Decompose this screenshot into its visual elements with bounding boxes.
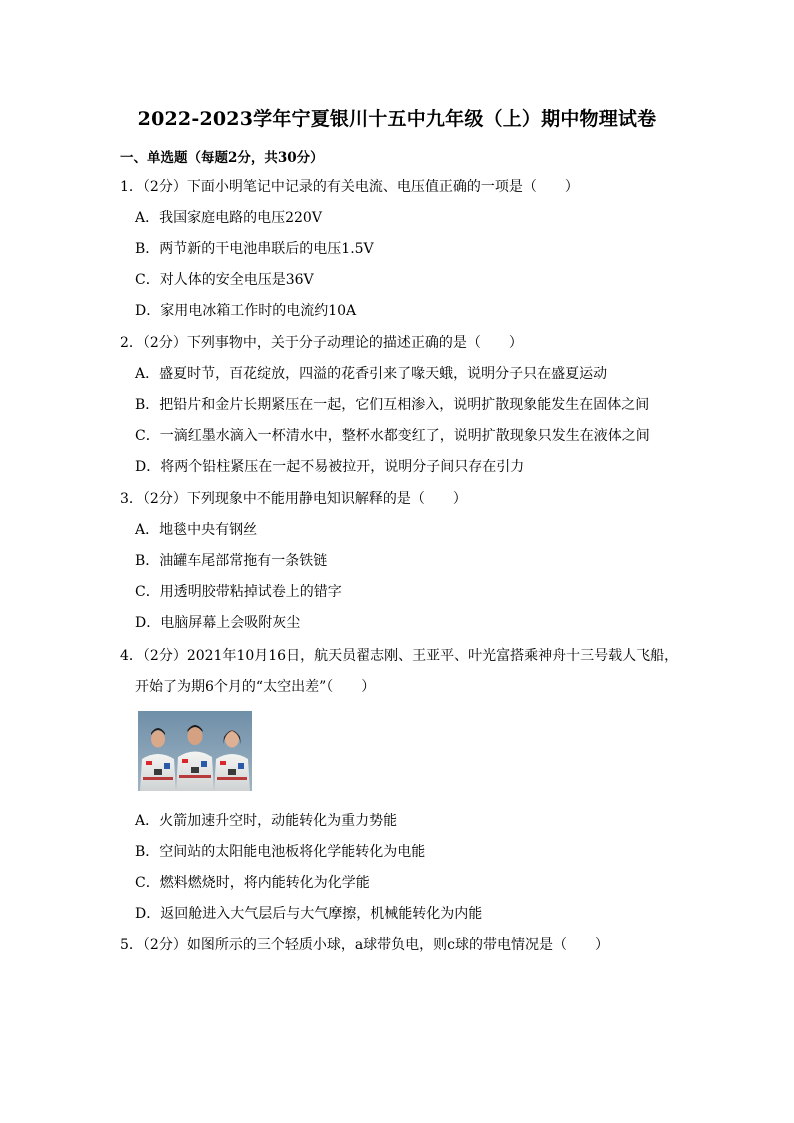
section-heading: 一、单选题（每题2分，共30分） [120, 150, 324, 166]
question-4-option-a: A．火箭加速升空时，动能转化为重力势能 [135, 813, 398, 829]
question-3-option-a: A．地毯中央有钢丝 [135, 522, 258, 538]
astronauts-photo [138, 711, 252, 791]
question-1-option-a: A．我国家庭电路的电压220V [135, 210, 322, 226]
question-4-option-d: D．返回舱进入大气层后与大气摩擦，机械能转化为内能 [135, 906, 483, 922]
question-1-stem: 1．（2分）下面小明笔记中记录的有关电流、电压值正确的一项是（ ） [120, 179, 579, 195]
question-2-option-a: A．盛夏时节，百花绽放，四溢的花香引来了喙天蛾，说明分子只在盛夏运动 [135, 366, 608, 382]
question-4-option-b: B．空间站的太阳能电池板将化学能转化为电能 [135, 844, 426, 860]
question-3-option-c: C．用透明胶带粘掉试卷上的错字 [135, 584, 342, 600]
question-2-stem: 2．（2分）下列事物中，关于分子动理论的描述正确的是（ ） [120, 335, 523, 351]
question-3-option-d: D．电脑屏幕上会吸附灰尘 [135, 615, 301, 631]
question-2-option-b: B．把铅片和金片长期紧压在一起，它们互相渗入，说明扩散现象能发生在固体之间 [135, 397, 650, 413]
question-4-stem: 4．（2分）2021年10月16日，航天员翟志刚、王亚平、叶光富搭乘神舟十三号载人飞船， [120, 648, 679, 664]
question-4-stem-line2: 开始了为期6个月的“太空出差”（ ） [135, 679, 376, 695]
question-4-option-c: C．燃料燃烧时，将内能转化为化学能 [135, 875, 370, 891]
question-2-option-d: D．将两个铅柱紧压在一起不易被拉开，说明分子间只存在引力 [135, 459, 525, 475]
question-2-option-c: C．一滴红墨水滴入一杯清水中，整杯水都变红了，说明扩散现象只发生在液体之间 [135, 428, 650, 444]
question-3-option-b: B．油罐车尾部常拖有一条铁链 [135, 553, 328, 569]
page-title: 2022-2023学年宁夏银川十五中九年级（上）期中物理试卷 [137, 108, 657, 130]
question-1-option-b: B．两节新的干电池串联后的电压1.5V [135, 241, 374, 257]
question-1-option-d: D．家用电冰箱工作时的电流约10A [135, 303, 357, 319]
question-5-stem: 5．（2分）如图所示的三个轻质小球，a球带负电，则c球的带电情况是（ ） [120, 937, 609, 953]
question-1-option-c: C．对人体的安全电压是36V [135, 272, 314, 288]
question-3-stem: 3．（2分）下列现象中不能用静电知识解释的是（ ） [120, 491, 467, 507]
